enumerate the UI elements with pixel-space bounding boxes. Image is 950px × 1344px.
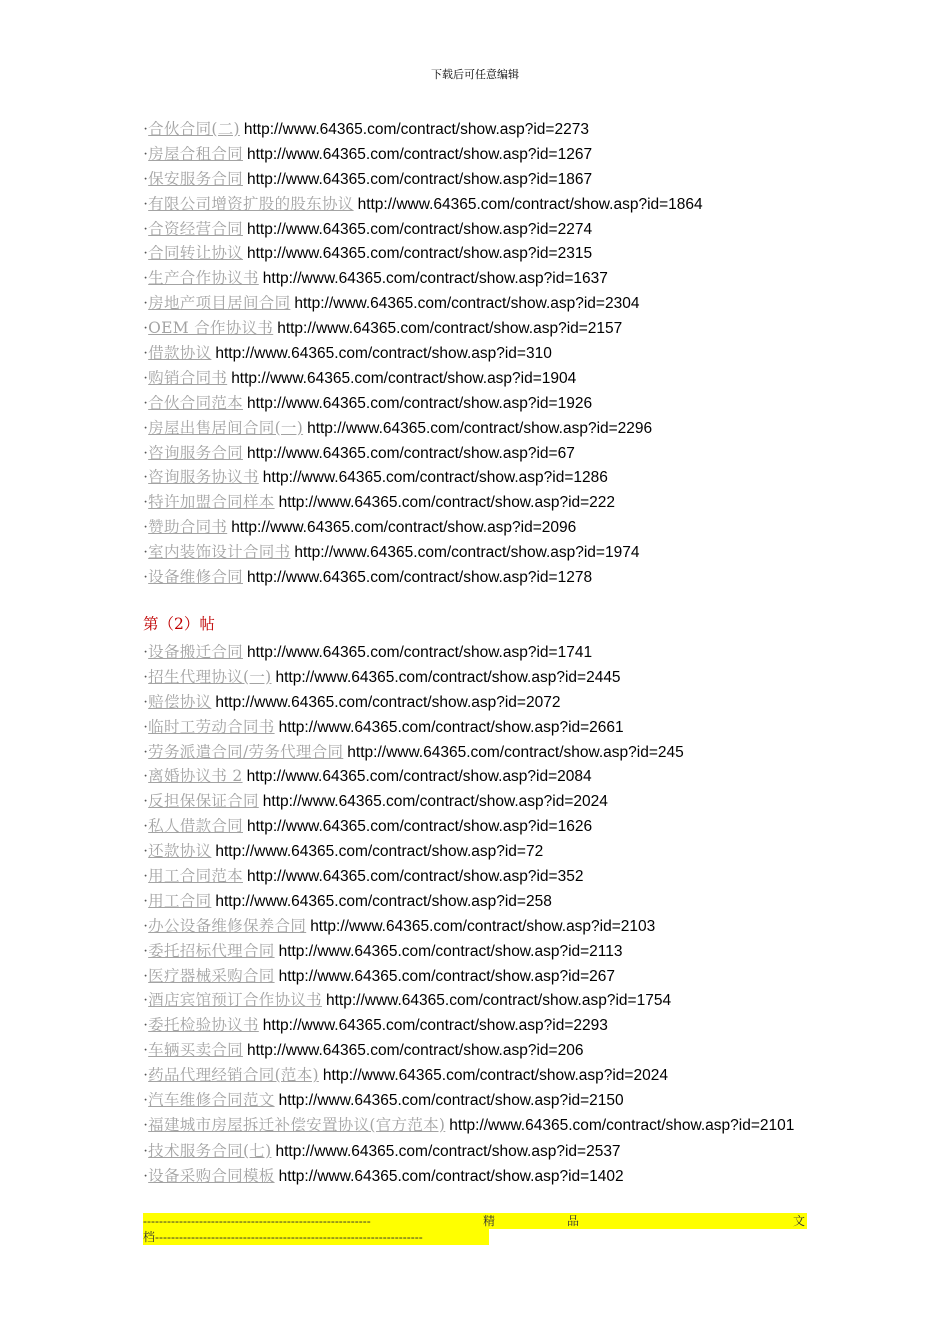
contract-title-link[interactable]: 赞助合同书 xyxy=(148,518,228,537)
list-item xyxy=(143,465,813,490)
contract-url: http://www.64365.com/contract/show.asp?id=67 xyxy=(246,444,575,462)
list-item xyxy=(143,789,813,814)
list-item xyxy=(143,565,813,590)
list-item xyxy=(143,914,813,939)
list-item xyxy=(143,391,813,416)
list-item xyxy=(143,167,813,192)
list-item xyxy=(143,266,813,291)
contract-list-2 xyxy=(143,640,813,1189)
contract-url: http://www.64365.com/contract/show.asp?id=2273 xyxy=(243,121,589,138)
contract-url: http://www.64365.com/contract/show.asp?id=72 xyxy=(215,843,544,861)
contract-url: http://www.64365.com/contract/show.asp?id=2150 xyxy=(278,1092,624,1110)
contract-url: http://www.64365.com/contract/show.asp?id=2315 xyxy=(246,245,593,263)
contract-url: http://www.64365.com/contract/show.asp?id=267 xyxy=(278,967,616,985)
bullet-dot: · xyxy=(143,644,149,661)
list-item xyxy=(143,1013,813,1038)
list-item xyxy=(143,341,813,366)
bullet-dot: · xyxy=(143,917,149,935)
contract-url: http://www.64365.com/contract/show.asp?id=1267 xyxy=(246,145,593,163)
contract-url: http://www.64365.com/contract/show.asp?id=2101 xyxy=(449,1116,795,1134)
contract-url: http://www.64365.com/contract/show.asp?id=2274 xyxy=(246,220,593,238)
list-item xyxy=(143,217,813,242)
contract-title-link[interactable]: 室内装饰设计合同书 xyxy=(148,543,291,562)
contract-url: http://www.64365.com/contract/show.asp?id=2072 xyxy=(215,693,561,711)
contract-title-link[interactable]: 酒店宾馆预订合作协议书 xyxy=(148,991,322,1010)
contract-title-link[interactable]: 药品代理经销合同(范本) xyxy=(148,1066,319,1085)
bullet-dot: · xyxy=(143,1142,149,1160)
contract-title-link[interactable]: 设备采购合同模板 xyxy=(148,1166,275,1185)
list-item xyxy=(143,665,813,690)
contract-url: http://www.64365.com/contract/show.asp?id=2024 xyxy=(262,793,608,811)
contract-list-1 xyxy=(143,117,813,590)
contract-url: http://www.64365.com/contract/show.asp?id=2661 xyxy=(278,718,624,736)
bullet-dot: · xyxy=(143,320,149,338)
list-item xyxy=(143,1139,813,1164)
bullet-dot: · xyxy=(143,992,149,1010)
contract-url: http://www.64365.com/contract/show.asp?id=310 xyxy=(215,345,552,363)
bullet-dot: · xyxy=(143,394,149,412)
list-item xyxy=(143,740,813,765)
bullet-dot: · xyxy=(143,793,149,811)
bullet-dot: · xyxy=(143,270,149,288)
list-item xyxy=(143,889,813,914)
contract-title-link[interactable]: 私人借款合同 xyxy=(148,817,243,836)
contract-url: http://www.64365.com/contract/show.asp?id=2113 xyxy=(278,942,623,960)
footer-char-pin: 品 xyxy=(567,1214,580,1228)
bullet-dot: · xyxy=(143,519,149,537)
list-item xyxy=(143,1088,813,1113)
list-item xyxy=(143,715,813,740)
list-item xyxy=(143,142,813,167)
contract-title-link[interactable]: 借款协议 xyxy=(148,344,212,363)
contract-url: http://www.64365.com/contract/show.asp?id=1637 xyxy=(262,270,608,288)
bullet-dot: · xyxy=(143,1167,149,1185)
bullet-dot: · xyxy=(143,1017,149,1035)
contract-title-link[interactable]: 保安服务合同 xyxy=(148,169,243,188)
contract-title-link[interactable]: 购销合同书 xyxy=(148,368,228,387)
list-item xyxy=(143,441,813,466)
bullet-dot: · xyxy=(143,369,149,387)
contract-url: http://www.64365.com/contract/show.asp?id=2296 xyxy=(307,419,653,437)
bullet-dot: · xyxy=(143,1042,149,1060)
contract-url: http://www.64365.com/contract/show.asp?id=1926 xyxy=(246,394,593,412)
contract-url: http://www.64365.com/contract/show.asp?id=2304 xyxy=(294,295,640,313)
bullet-dot: · xyxy=(143,818,149,836)
contract-title-link[interactable]: OEM 合作协议书 xyxy=(148,319,274,338)
list-item xyxy=(143,540,813,565)
bullet-dot: · xyxy=(143,743,149,761)
bullet-dot: · xyxy=(143,419,149,437)
list-item xyxy=(143,939,813,964)
bullet-dot: · xyxy=(143,1067,149,1085)
contract-url: http://www.64365.com/contract/show.asp?id=1864 xyxy=(357,195,703,213)
bullet-dot: · xyxy=(143,868,149,886)
list-item xyxy=(143,814,813,839)
contract-title-link[interactable]: 委托检验协议书 xyxy=(148,1016,259,1035)
contract-title-link[interactable]: 技术服务合同(七) xyxy=(148,1141,272,1160)
contract-url: http://www.64365.com/contract/show.asp?id=1741 xyxy=(246,644,593,661)
bullet-dot: · xyxy=(143,569,149,587)
bullet-dot: · xyxy=(143,494,149,512)
bullet-dot: · xyxy=(143,469,149,487)
contract-title-link[interactable]: 赔偿协议 xyxy=(148,692,212,711)
list-item xyxy=(143,1113,813,1139)
page-header: 下载后可任意编辑 xyxy=(431,68,519,81)
bullet-dot: · xyxy=(143,245,149,263)
bullet-dot: · xyxy=(143,967,149,985)
footer-char-jing: 精 xyxy=(483,1214,496,1228)
contract-url: http://www.64365.com/contract/show.asp?id=1286 xyxy=(262,469,608,487)
contract-title-link[interactable]: 咨询服务协议书 xyxy=(148,468,259,487)
bullet-dot: · xyxy=(143,843,149,861)
contract-title-link[interactable]: 汽车维修合同范文 xyxy=(148,1091,275,1110)
contract-title-link[interactable]: 车辆买卖合同 xyxy=(148,1041,243,1060)
bullet-dot: · xyxy=(143,170,149,188)
contract-url: http://www.64365.com/contract/show.asp?id=2157 xyxy=(277,320,623,338)
contract-title-link[interactable]: 有限公司增资扩股的股东协议 xyxy=(148,194,354,213)
list-item xyxy=(143,764,813,789)
contract-title-link[interactable]: 合资经营合同 xyxy=(148,219,243,238)
footer-dashes: --------------------------------------------------------- xyxy=(143,1214,371,1228)
list-item xyxy=(143,291,813,316)
contract-title-link[interactable]: 合伙合同(二) xyxy=(148,120,240,138)
contract-title-link[interactable]: 办公设备维修保养合同 xyxy=(148,916,307,935)
contract-title-link[interactable]: 劳务派遣合同/劳务代理合同 xyxy=(148,742,344,761)
contract-title-link[interactable]: 用工合同 xyxy=(148,891,212,910)
list-item xyxy=(143,241,813,266)
contract-title-link[interactable]: 离婚协议书 2 xyxy=(148,767,243,786)
bullet-dot: · xyxy=(143,195,149,213)
contract-url: http://www.64365.com/contract/show.asp?id=1904 xyxy=(231,369,577,387)
contract-title-link[interactable]: 用工合同范本 xyxy=(148,867,243,886)
contract-url: http://www.64365.com/contract/show.asp?id=222 xyxy=(278,494,616,512)
contract-title-link[interactable]: 反担保保证合同 xyxy=(148,792,259,811)
list-item xyxy=(143,490,813,515)
bullet-dot: · xyxy=(143,1116,149,1134)
bullet-dot: · xyxy=(143,444,149,462)
bullet-dot: · xyxy=(143,121,149,138)
footer-banner-line2: 档------------------------------------------------------------------- xyxy=(143,1229,489,1245)
list-item xyxy=(143,839,813,864)
contract-title-link[interactable]: 委托招标代理合同 xyxy=(148,941,275,960)
contract-title-link[interactable]: 临时工劳动合同书 xyxy=(148,717,275,736)
list-item xyxy=(143,366,813,391)
section-title: 第（2）帖 xyxy=(143,615,215,633)
contract-title-link[interactable]: 招生代理协议(一) xyxy=(148,667,272,686)
footer-banner-line1 xyxy=(143,1213,807,1229)
contract-url: http://www.64365.com/contract/show.asp?id=2024 xyxy=(322,1067,668,1085)
bullet-dot: · xyxy=(143,892,149,910)
bullet-dot: · xyxy=(143,220,149,238)
list-item xyxy=(143,1038,813,1063)
contract-url: http://www.64365.com/contract/show.asp?id=2096 xyxy=(231,519,577,537)
contract-title-link[interactable]: 还款协议 xyxy=(148,842,212,861)
bullet-dot: · xyxy=(143,668,149,686)
list-item xyxy=(143,640,813,665)
footer-char-wen: 文 xyxy=(793,1214,806,1228)
contract-url: http://www.64365.com/contract/show.asp?id=1402 xyxy=(278,1167,624,1185)
contract-title-link[interactable]: 生产合作协议书 xyxy=(148,269,259,288)
list-item xyxy=(143,416,813,441)
list-item xyxy=(143,316,813,341)
bullet-dot: · xyxy=(143,718,149,736)
contract-title-link[interactable]: 医疗器械采购合同 xyxy=(148,966,275,985)
bullet-dot: · xyxy=(143,1092,149,1110)
contract-url: http://www.64365.com/contract/show.asp?id=1974 xyxy=(294,544,640,562)
contract-title-link[interactable]: 咨询服务合同 xyxy=(148,443,243,462)
contract-title-link[interactable]: 房地产项目居间合同 xyxy=(148,294,291,313)
contract-url: http://www.64365.com/contract/show.asp?id=1867 xyxy=(246,170,593,188)
bullet-dot: · xyxy=(143,345,149,363)
list-item xyxy=(143,515,813,540)
contract-url: http://www.64365.com/contract/show.asp?id=206 xyxy=(246,1042,584,1060)
contract-title-link[interactable]: 房屋出售居间合同(一) xyxy=(148,418,304,437)
list-item xyxy=(143,690,813,715)
contract-title-link[interactable]: 设备维修合同 xyxy=(148,568,243,587)
list-item xyxy=(143,1164,813,1189)
contract-title-link[interactable]: 设备搬迁合同 xyxy=(148,643,243,661)
list-item xyxy=(143,192,813,217)
contract-url: http://www.64365.com/contract/show.asp?id=2103 xyxy=(310,917,656,935)
list-item xyxy=(143,964,813,989)
bullet-dot: · xyxy=(143,544,149,562)
contract-url: http://www.64365.com/contract/show.asp?id=352 xyxy=(246,868,584,886)
list-item xyxy=(143,117,813,142)
contract-title-link[interactable]: 合伙合同范本 xyxy=(148,393,243,412)
list-item xyxy=(143,1063,813,1088)
list-item xyxy=(143,864,813,889)
bullet-dot: · xyxy=(143,145,149,163)
list-item xyxy=(143,988,813,1013)
contract-url: http://www.64365.com/contract/show.asp?id=2084 xyxy=(246,768,592,786)
bullet-dot: · xyxy=(143,693,149,711)
bullet-dot: · xyxy=(143,295,149,313)
contract-title-link[interactable]: 福建城市房屋拆迁补偿安置协议(官方范本) xyxy=(148,1115,446,1134)
contract-title-link[interactable]: 特许加盟合同样本 xyxy=(148,493,275,512)
contract-url: http://www.64365.com/contract/show.asp?id=258 xyxy=(215,892,552,910)
contract-url: http://www.64365.com/contract/show.asp?id=1278 xyxy=(246,569,593,587)
contract-url: http://www.64365.com/contract/show.asp?id=2445 xyxy=(275,668,621,686)
contract-title-link[interactable]: 合同转让协议 xyxy=(148,244,243,263)
contract-url: http://www.64365.com/contract/show.asp?id=2293 xyxy=(262,1017,608,1035)
contract-url: http://www.64365.com/contract/show.asp?id=245 xyxy=(347,743,684,761)
contract-title-link[interactable]: 房屋合租合同 xyxy=(148,144,243,163)
contract-url: http://www.64365.com/contract/show.asp?id=1626 xyxy=(246,818,593,836)
bullet-dot: · xyxy=(143,768,149,786)
bullet-dot: · xyxy=(143,942,149,960)
contract-url: http://www.64365.com/contract/show.asp?id=1754 xyxy=(325,992,672,1010)
contract-url: http://www.64365.com/contract/show.asp?id=2537 xyxy=(275,1142,621,1160)
